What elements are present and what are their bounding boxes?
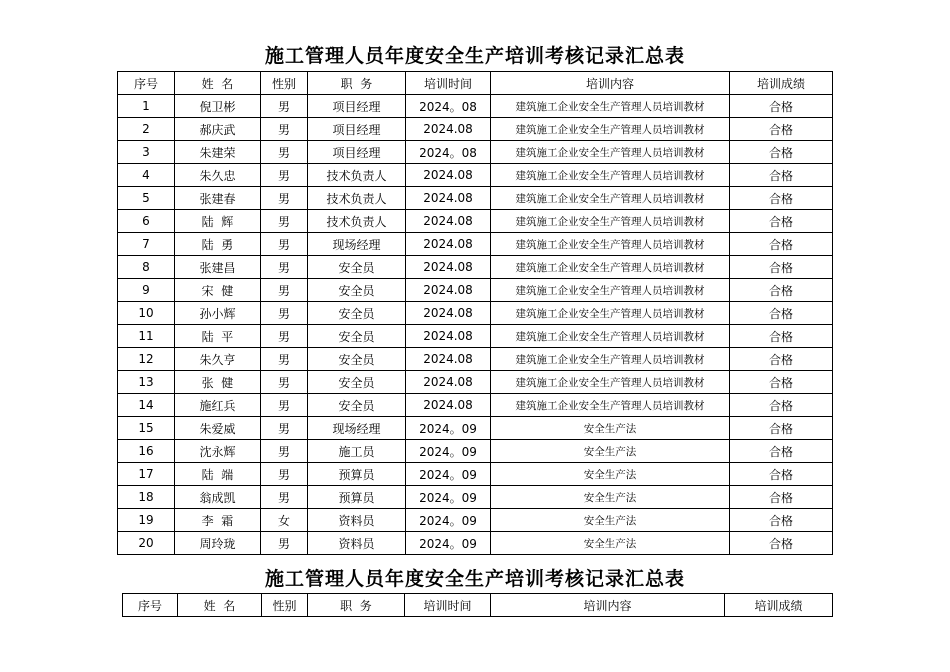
cell-training-content: 建筑施工企业安全生产管理人员培训教材	[491, 210, 730, 233]
header-position: 职 务	[308, 594, 405, 617]
cell-training-result: 合格	[730, 302, 833, 325]
table-row	[118, 141, 833, 164]
cell-name: 陆 平	[175, 325, 261, 348]
table-row	[118, 348, 833, 371]
header-gender: 性别	[262, 594, 308, 617]
cell-position: 项目经理	[308, 141, 406, 164]
cell-name: 倪卫彬	[175, 95, 261, 118]
cell-position: 技术负责人	[308, 187, 406, 210]
cell-position: 安全员	[308, 348, 406, 371]
cell-gender: 女	[261, 509, 308, 532]
cell-training-content: 安全生产法	[491, 532, 730, 555]
cell-gender: 男	[261, 371, 308, 394]
header-training-time: 培训时间	[405, 594, 491, 617]
cell-gender: 男	[261, 394, 308, 417]
cell-index: 18	[118, 486, 175, 509]
cell-position: 项目经理	[308, 118, 406, 141]
cell-training-content: 安全生产法	[491, 509, 730, 532]
cell-training-content: 建筑施工企业安全生产管理人员培训教材	[491, 164, 730, 187]
cell-position: 资料员	[308, 532, 406, 555]
training-record-table-continued	[122, 593, 833, 617]
cell-training-content: 建筑施工企业安全生产管理人员培训教材	[491, 256, 730, 279]
cell-training-content: 建筑施工企业安全生产管理人员培训教材	[491, 95, 730, 118]
cell-training-time: 2024。09	[406, 417, 491, 440]
cell-training-result: 合格	[730, 118, 833, 141]
cell-training-result: 合格	[730, 440, 833, 463]
cell-position: 施工员	[308, 440, 406, 463]
cell-position: 现场经理	[308, 233, 406, 256]
table-row	[118, 233, 833, 256]
cell-training-result: 合格	[730, 141, 833, 164]
cell-index: 4	[118, 164, 175, 187]
cell-training-time: 2024.08	[406, 233, 491, 256]
cell-name: 朱爱威	[175, 417, 261, 440]
cell-index: 2	[118, 118, 175, 141]
table-row	[118, 187, 833, 210]
cell-index: 13	[118, 371, 175, 394]
cell-training-time: 2024。09	[406, 509, 491, 532]
cell-index: 8	[118, 256, 175, 279]
cell-index: 10	[118, 302, 175, 325]
cell-training-result: 合格	[730, 256, 833, 279]
header-gender: 性别	[261, 72, 308, 95]
cell-position: 预算员	[308, 486, 406, 509]
cell-position: 技术负责人	[308, 164, 406, 187]
table-row	[118, 394, 833, 417]
header-position: 职 务	[308, 72, 406, 95]
cell-training-content: 建筑施工企业安全生产管理人员培训教材	[491, 348, 730, 371]
cell-name: 周玲珑	[175, 532, 261, 555]
cell-training-content: 建筑施工企业安全生产管理人员培训教材	[491, 302, 730, 325]
cell-training-time: 2024.08	[406, 302, 491, 325]
cell-training-time: 2024.08	[406, 325, 491, 348]
table-row	[118, 325, 833, 348]
cell-index: 3	[118, 141, 175, 164]
cell-training-time: 2024.08	[406, 164, 491, 187]
cell-training-time: 2024。09	[406, 532, 491, 555]
header-training-content: 培训内容	[491, 72, 730, 95]
cell-training-result: 合格	[730, 532, 833, 555]
cell-gender: 男	[261, 256, 308, 279]
header-training-time: 培训时间	[406, 72, 491, 95]
header-index: 序号	[123, 594, 178, 617]
cell-training-result: 合格	[730, 417, 833, 440]
cell-name: 郝庆武	[175, 118, 261, 141]
cell-index: 7	[118, 233, 175, 256]
cell-training-time: 2024。09	[406, 486, 491, 509]
cell-training-content: 安全生产法	[491, 417, 730, 440]
header-index: 序号	[118, 72, 175, 95]
cell-training-content: 建筑施工企业安全生产管理人员培训教材	[491, 371, 730, 394]
table-row	[118, 486, 833, 509]
cell-gender: 男	[261, 348, 308, 371]
cell-training-content: 建筑施工企业安全生产管理人员培训教材	[491, 325, 730, 348]
cell-training-time: 2024。08	[406, 95, 491, 118]
cell-training-content: 建筑施工企业安全生产管理人员培训教材	[491, 233, 730, 256]
cell-position: 资料员	[308, 509, 406, 532]
cell-index: 20	[118, 532, 175, 555]
cell-training-content: 建筑施工企业安全生产管理人员培训教材	[491, 394, 730, 417]
header-training-result: 培训成绩	[725, 594, 833, 617]
cell-training-content: 建筑施工企业安全生产管理人员培训教材	[491, 141, 730, 164]
cell-training-result: 合格	[730, 371, 833, 394]
cell-training-time: 2024。09	[406, 463, 491, 486]
cell-training-time: 2024.08	[406, 279, 491, 302]
cell-training-result: 合格	[730, 463, 833, 486]
table-row	[118, 118, 833, 141]
cell-gender: 男	[261, 440, 308, 463]
cell-training-time: 2024.08	[406, 394, 491, 417]
cell-position: 安全员	[308, 371, 406, 394]
cell-training-result: 合格	[730, 325, 833, 348]
cell-training-time: 2024.08	[406, 256, 491, 279]
cell-gender: 男	[261, 417, 308, 440]
cell-training-content: 建筑施工企业安全生产管理人员培训教材	[491, 279, 730, 302]
cell-index: 15	[118, 417, 175, 440]
cell-name: 李 霜	[175, 509, 261, 532]
cell-position: 安全员	[308, 325, 406, 348]
cell-name: 陆 端	[175, 463, 261, 486]
cell-index: 1	[118, 95, 175, 118]
cell-index: 17	[118, 463, 175, 486]
table-row	[118, 256, 833, 279]
cell-index: 14	[118, 394, 175, 417]
cell-name: 张建春	[175, 187, 261, 210]
cell-training-content: 安全生产法	[491, 463, 730, 486]
cell-position: 项目经理	[308, 95, 406, 118]
cell-position: 技术负责人	[308, 210, 406, 233]
cell-training-time: 2024.08	[406, 371, 491, 394]
header-training-content: 培训内容	[491, 594, 725, 617]
cell-gender: 男	[261, 233, 308, 256]
cell-gender: 男	[261, 210, 308, 233]
cell-index: 12	[118, 348, 175, 371]
cell-position: 预算员	[308, 463, 406, 486]
cell-position: 安全员	[308, 302, 406, 325]
table-row	[118, 440, 833, 463]
table-row	[118, 95, 833, 118]
cell-gender: 男	[261, 325, 308, 348]
table-row	[118, 532, 833, 555]
cell-name: 朱久亨	[175, 348, 261, 371]
cell-name: 宋 健	[175, 279, 261, 302]
cell-training-content: 安全生产法	[491, 486, 730, 509]
cell-training-result: 合格	[730, 164, 833, 187]
cell-training-result: 合格	[730, 394, 833, 417]
table-row	[118, 417, 833, 440]
page-title: 施工管理人员年度安全生产培训考核记录汇总表	[264, 45, 685, 67]
cell-training-result: 合格	[730, 233, 833, 256]
cell-training-result: 合格	[730, 210, 833, 233]
cell-name: 沈永辉	[175, 440, 261, 463]
cell-gender: 男	[261, 532, 308, 555]
cell-training-time: 2024.08	[406, 348, 491, 371]
cell-gender: 男	[261, 302, 308, 325]
cell-gender: 男	[261, 279, 308, 302]
cell-name: 陆 辉	[175, 210, 261, 233]
cell-name: 张建昌	[175, 256, 261, 279]
header-training-result: 培训成绩	[730, 72, 833, 95]
table-row	[118, 164, 833, 187]
cell-position: 安全员	[308, 279, 406, 302]
cell-training-content: 建筑施工企业安全生产管理人员培训教材	[491, 118, 730, 141]
cell-position: 现场经理	[308, 417, 406, 440]
cell-name: 张 健	[175, 371, 261, 394]
cell-index: 5	[118, 187, 175, 210]
cell-gender: 男	[261, 164, 308, 187]
cell-gender: 男	[261, 486, 308, 509]
cell-name: 翁成凯	[175, 486, 261, 509]
header-name: 姓 名	[178, 594, 262, 617]
table-header-row	[123, 594, 833, 617]
cell-name: 朱建荣	[175, 141, 261, 164]
cell-training-content: 建筑施工企业安全生产管理人员培训教材	[491, 187, 730, 210]
table-row	[118, 279, 833, 302]
training-record-table	[117, 71, 833, 555]
cell-name: 孙小辉	[175, 302, 261, 325]
cell-training-result: 合格	[730, 187, 833, 210]
cell-training-time: 2024。08	[406, 141, 491, 164]
cell-training-time: 2024.08	[406, 118, 491, 141]
cell-gender: 男	[261, 463, 308, 486]
table-row	[118, 371, 833, 394]
cell-gender: 男	[261, 187, 308, 210]
cell-training-time: 2024。09	[406, 440, 491, 463]
cell-training-time: 2024.08	[406, 210, 491, 233]
cell-gender: 男	[261, 141, 308, 164]
table-row	[118, 509, 833, 532]
cell-index: 16	[118, 440, 175, 463]
table-header-row	[118, 72, 833, 95]
cell-position: 安全员	[308, 256, 406, 279]
cell-name: 施红兵	[175, 394, 261, 417]
cell-training-result: 合格	[730, 279, 833, 302]
cell-index: 6	[118, 210, 175, 233]
table-row	[118, 210, 833, 233]
cell-position: 安全员	[308, 394, 406, 417]
cell-index: 9	[118, 279, 175, 302]
cell-training-content: 安全生产法	[491, 440, 730, 463]
cell-gender: 男	[261, 118, 308, 141]
cell-training-result: 合格	[730, 486, 833, 509]
cell-index: 19	[118, 509, 175, 532]
cell-training-time: 2024.08	[406, 187, 491, 210]
header-name: 姓 名	[175, 72, 261, 95]
cell-name: 陆 勇	[175, 233, 261, 256]
table-row	[118, 302, 833, 325]
cell-training-result: 合格	[730, 348, 833, 371]
table-row	[118, 463, 833, 486]
cell-index: 11	[118, 325, 175, 348]
cell-training-result: 合格	[730, 95, 833, 118]
cell-name: 朱久忠	[175, 164, 261, 187]
cell-gender: 男	[261, 95, 308, 118]
cell-training-result: 合格	[730, 509, 833, 532]
page-title-repeat: 施工管理人员年度安全生产培训考核记录汇总表	[264, 568, 685, 590]
